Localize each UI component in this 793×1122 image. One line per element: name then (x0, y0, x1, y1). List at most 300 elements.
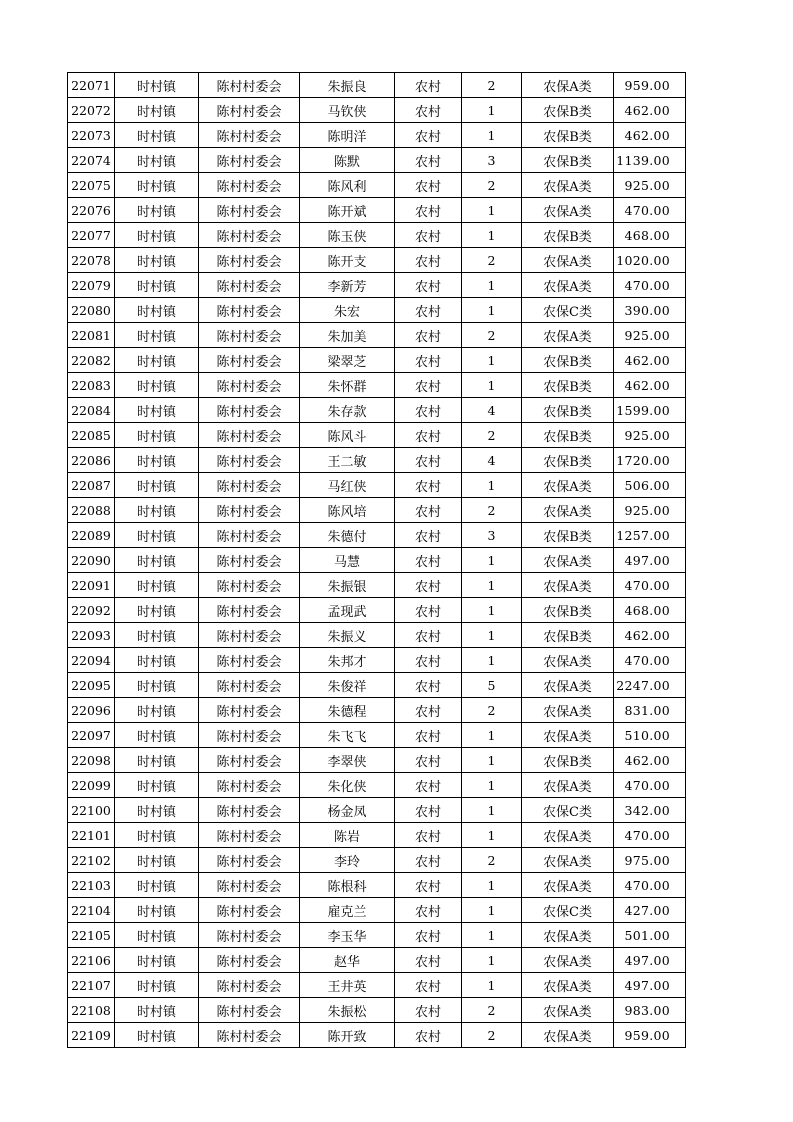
town-cell: 时村镇 (115, 348, 199, 373)
record-id-cell: 22087 (68, 473, 115, 498)
record-id-cell: 22088 (68, 498, 115, 523)
village-committee-cell: 陈村村委会 (199, 298, 300, 323)
record-id-cell: 22094 (68, 648, 115, 673)
insurance-class-cell: 农保A类 (522, 698, 614, 723)
record-id-cell: 22097 (68, 723, 115, 748)
table-row (68, 573, 686, 598)
insurance-class-cell: 农保A类 (522, 923, 614, 948)
name-cell: 朱存款 (300, 398, 395, 423)
record-id-cell: 22104 (68, 898, 115, 923)
household-size-cell: 1 (462, 373, 522, 398)
household-size-cell: 1 (462, 298, 522, 323)
household-type-cell: 农村 (395, 973, 462, 998)
village-committee-cell: 陈村村委会 (199, 673, 300, 698)
name-cell: 陈风利 (300, 173, 395, 198)
village-committee-cell: 陈村村委会 (199, 948, 300, 973)
table-row (68, 423, 686, 448)
insurance-class-cell: 农保B类 (522, 448, 614, 473)
amount-cell: 468.00 (614, 598, 686, 623)
household-type-cell: 农村 (395, 823, 462, 848)
record-id-cell: 22103 (68, 873, 115, 898)
household-type-cell: 农村 (395, 198, 462, 223)
village-committee-cell: 陈村村委会 (199, 448, 300, 473)
village-committee-cell: 陈村村委会 (199, 523, 300, 548)
amount-cell: 468.00 (614, 223, 686, 248)
household-size-cell: 1 (462, 923, 522, 948)
record-id-cell: 22092 (68, 598, 115, 623)
town-cell: 时村镇 (115, 1023, 199, 1048)
amount-cell: 427.00 (614, 898, 686, 923)
record-id-cell: 22085 (68, 423, 115, 448)
town-cell: 时村镇 (115, 773, 199, 798)
town-cell: 时村镇 (115, 298, 199, 323)
name-cell: 梁翠芝 (300, 348, 395, 373)
household-size-cell: 4 (462, 448, 522, 473)
insurance-class-cell: 农保A类 (522, 948, 614, 973)
household-type-cell: 农村 (395, 598, 462, 623)
name-cell: 朱怀群 (300, 373, 395, 398)
name-cell: 陈默 (300, 148, 395, 173)
household-size-cell: 1 (462, 798, 522, 823)
household-size-cell: 1 (462, 123, 522, 148)
table-row (68, 298, 686, 323)
household-size-cell: 3 (462, 523, 522, 548)
household-size-cell: 3 (462, 148, 522, 173)
household-type-cell: 农村 (395, 348, 462, 373)
household-size-cell: 1 (462, 723, 522, 748)
amount-cell: 470.00 (614, 773, 686, 798)
name-cell: 李新芳 (300, 273, 395, 298)
name-cell: 陈岩 (300, 823, 395, 848)
household-size-cell: 2 (462, 998, 522, 1023)
name-cell: 朱德付 (300, 523, 395, 548)
town-cell: 时村镇 (115, 248, 199, 273)
record-id-cell: 22098 (68, 748, 115, 773)
amount-cell: 2247.00 (614, 673, 686, 698)
household-size-cell: 1 (462, 473, 522, 498)
village-committee-cell: 陈村村委会 (199, 548, 300, 573)
record-id-cell: 22074 (68, 148, 115, 173)
insurance-class-cell: 农保A类 (522, 648, 614, 673)
household-type-cell: 农村 (395, 898, 462, 923)
amount-cell: 925.00 (614, 173, 686, 198)
name-cell: 陈玉侠 (300, 223, 395, 248)
town-cell: 时村镇 (115, 198, 199, 223)
amount-cell: 506.00 (614, 473, 686, 498)
table-row (68, 523, 686, 548)
household-type-cell: 农村 (395, 623, 462, 648)
insurance-class-cell: 农保C类 (522, 898, 614, 923)
insurance-class-cell: 农保B类 (522, 373, 614, 398)
table-row (68, 148, 686, 173)
record-id-cell: 22084 (68, 398, 115, 423)
name-cell: 朱振良 (300, 73, 395, 98)
village-committee-cell: 陈村村委会 (199, 123, 300, 148)
household-size-cell: 2 (462, 248, 522, 273)
amount-cell: 925.00 (614, 423, 686, 448)
table-row (68, 923, 686, 948)
amount-cell: 470.00 (614, 573, 686, 598)
household-size-cell: 1 (462, 823, 522, 848)
household-size-cell: 1 (462, 948, 522, 973)
household-type-cell: 农村 (395, 148, 462, 173)
amount-cell: 470.00 (614, 273, 686, 298)
insurance-class-cell: 农保A类 (522, 198, 614, 223)
town-cell: 时村镇 (115, 473, 199, 498)
amount-cell: 1139.00 (614, 148, 686, 173)
record-id-cell: 22109 (68, 1023, 115, 1048)
town-cell: 时村镇 (115, 373, 199, 398)
record-id-cell: 22102 (68, 848, 115, 873)
village-committee-cell: 陈村村委会 (199, 573, 300, 598)
village-committee-cell: 陈村村委会 (199, 323, 300, 348)
record-id-cell: 22107 (68, 973, 115, 998)
town-cell: 时村镇 (115, 998, 199, 1023)
village-committee-cell: 陈村村委会 (199, 923, 300, 948)
amount-cell: 470.00 (614, 648, 686, 673)
town-cell: 时村镇 (115, 173, 199, 198)
insurance-class-cell: 农保A类 (522, 73, 614, 98)
table-row (68, 248, 686, 273)
household-size-cell: 1 (462, 198, 522, 223)
name-cell: 陈风培 (300, 498, 395, 523)
village-committee-cell: 陈村村委会 (199, 973, 300, 998)
insurance-class-cell: 农保A类 (522, 323, 614, 348)
insurance-class-cell: 农保A类 (522, 773, 614, 798)
table-row (68, 323, 686, 348)
table-row (68, 723, 686, 748)
amount-cell: 975.00 (614, 848, 686, 873)
name-cell: 赵华 (300, 948, 395, 973)
household-size-cell: 1 (462, 748, 522, 773)
household-size-cell: 1 (462, 598, 522, 623)
insurance-class-cell: 农保A类 (522, 273, 614, 298)
town-cell: 时村镇 (115, 848, 199, 873)
town-cell: 时村镇 (115, 648, 199, 673)
town-cell: 时村镇 (115, 73, 199, 98)
record-id-cell: 22096 (68, 698, 115, 723)
household-type-cell: 农村 (395, 673, 462, 698)
insurance-class-cell: 农保A类 (522, 673, 614, 698)
household-size-cell: 5 (462, 673, 522, 698)
name-cell: 朱德程 (300, 698, 395, 723)
town-cell: 时村镇 (115, 223, 199, 248)
village-committee-cell: 陈村村委会 (199, 148, 300, 173)
household-size-cell: 1 (462, 273, 522, 298)
household-type-cell: 农村 (395, 323, 462, 348)
amount-cell: 1257.00 (614, 523, 686, 548)
insurance-class-cell: 农保B类 (522, 598, 614, 623)
household-size-cell: 1 (462, 223, 522, 248)
table-row (68, 223, 686, 248)
household-size-cell: 2 (462, 1023, 522, 1048)
household-type-cell: 农村 (395, 1023, 462, 1048)
household-size-cell: 1 (462, 98, 522, 123)
table-row (68, 848, 686, 873)
town-cell: 时村镇 (115, 948, 199, 973)
record-id-cell: 22093 (68, 623, 115, 648)
amount-cell: 342.00 (614, 798, 686, 823)
village-committee-cell: 陈村村委会 (199, 798, 300, 823)
household-type-cell: 农村 (395, 873, 462, 898)
household-size-cell: 1 (462, 348, 522, 373)
amount-cell: 959.00 (614, 73, 686, 98)
table-row (68, 698, 686, 723)
insurance-class-cell: 农保A类 (522, 173, 614, 198)
town-cell: 时村镇 (115, 548, 199, 573)
household-size-cell: 2 (462, 423, 522, 448)
table-row (68, 673, 686, 698)
village-committee-cell: 陈村村委会 (199, 273, 300, 298)
name-cell: 李玲 (300, 848, 395, 873)
village-committee-cell: 陈村村委会 (199, 198, 300, 223)
household-size-cell: 2 (462, 698, 522, 723)
record-id-cell: 22089 (68, 523, 115, 548)
table-row (68, 948, 686, 973)
household-type-cell: 农村 (395, 573, 462, 598)
amount-cell: 831.00 (614, 698, 686, 723)
record-id-cell: 22071 (68, 73, 115, 98)
name-cell: 雇克兰 (300, 898, 395, 923)
amount-cell: 959.00 (614, 1023, 686, 1048)
amount-cell: 925.00 (614, 323, 686, 348)
village-committee-cell: 陈村村委会 (199, 848, 300, 873)
household-type-cell: 农村 (395, 273, 462, 298)
name-cell: 朱邦才 (300, 648, 395, 673)
amount-cell: 497.00 (614, 948, 686, 973)
town-cell: 时村镇 (115, 798, 199, 823)
table-row (68, 823, 686, 848)
table-row (68, 1023, 686, 1048)
town-cell: 时村镇 (115, 323, 199, 348)
village-committee-cell: 陈村村委会 (199, 598, 300, 623)
amount-cell: 470.00 (614, 873, 686, 898)
town-cell: 时村镇 (115, 923, 199, 948)
table-row (68, 898, 686, 923)
village-committee-cell: 陈村村委会 (199, 498, 300, 523)
village-committee-cell: 陈村村委会 (199, 373, 300, 398)
village-committee-cell: 陈村村委会 (199, 898, 300, 923)
table-row (68, 598, 686, 623)
record-id-cell: 22079 (68, 273, 115, 298)
record-id-cell: 22086 (68, 448, 115, 473)
household-size-cell: 4 (462, 398, 522, 423)
insurance-class-cell: 农保B类 (522, 748, 614, 773)
household-type-cell: 农村 (395, 648, 462, 673)
household-type-cell: 农村 (395, 373, 462, 398)
insurance-class-cell: 农保B类 (522, 223, 614, 248)
village-committee-cell: 陈村村委会 (199, 223, 300, 248)
record-id-cell: 22099 (68, 773, 115, 798)
record-id-cell: 22080 (68, 298, 115, 323)
record-id-cell: 22082 (68, 348, 115, 373)
household-size-cell: 2 (462, 498, 522, 523)
household-type-cell: 农村 (395, 473, 462, 498)
household-type-cell: 农村 (395, 173, 462, 198)
name-cell: 朱振松 (300, 998, 395, 1023)
village-committee-cell: 陈村村委会 (199, 723, 300, 748)
village-committee-cell: 陈村村委会 (199, 998, 300, 1023)
village-committee-cell: 陈村村委会 (199, 873, 300, 898)
name-cell: 朱飞飞 (300, 723, 395, 748)
town-cell: 时村镇 (115, 598, 199, 623)
village-committee-cell: 陈村村委会 (199, 698, 300, 723)
record-id-cell: 22073 (68, 123, 115, 148)
amount-cell: 1720.00 (614, 448, 686, 473)
table-row (68, 973, 686, 998)
village-committee-cell: 陈村村委会 (199, 748, 300, 773)
household-size-cell: 1 (462, 623, 522, 648)
table-row (68, 173, 686, 198)
name-cell: 陈风斗 (300, 423, 395, 448)
household-type-cell: 农村 (395, 298, 462, 323)
amount-cell: 497.00 (614, 973, 686, 998)
town-cell: 时村镇 (115, 523, 199, 548)
insurance-class-cell: 农保A类 (522, 548, 614, 573)
village-committee-cell: 陈村村委会 (199, 173, 300, 198)
household-type-cell: 农村 (395, 123, 462, 148)
town-cell: 时村镇 (115, 873, 199, 898)
household-type-cell: 农村 (395, 423, 462, 448)
name-cell: 朱宏 (300, 298, 395, 323)
household-type-cell: 农村 (395, 923, 462, 948)
town-cell: 时村镇 (115, 673, 199, 698)
name-cell: 朱俊祥 (300, 673, 395, 698)
record-id-cell: 22095 (68, 673, 115, 698)
table-row (68, 73, 686, 98)
insurance-class-cell: 农保A类 (522, 973, 614, 998)
insurance-class-cell: 农保C类 (522, 798, 614, 823)
household-type-cell: 农村 (395, 948, 462, 973)
insurance-class-cell: 农保B类 (522, 98, 614, 123)
amount-cell: 462.00 (614, 748, 686, 773)
village-committee-cell: 陈村村委会 (199, 623, 300, 648)
household-type-cell: 农村 (395, 223, 462, 248)
town-cell: 时村镇 (115, 698, 199, 723)
table-row (68, 448, 686, 473)
name-cell: 朱加美 (300, 323, 395, 348)
insurance-class-cell: 农保B类 (522, 148, 614, 173)
insurance-class-cell: 农保A类 (522, 873, 614, 898)
name-cell: 陈开致 (300, 1023, 395, 1048)
household-size-cell: 2 (462, 73, 522, 98)
household-type-cell: 农村 (395, 698, 462, 723)
name-cell: 王井英 (300, 973, 395, 998)
amount-cell: 462.00 (614, 123, 686, 148)
table-row (68, 773, 686, 798)
town-cell: 时村镇 (115, 423, 199, 448)
insurance-class-cell: 农保A类 (522, 848, 614, 873)
village-committee-cell: 陈村村委会 (199, 473, 300, 498)
household-type-cell: 农村 (395, 248, 462, 273)
town-cell: 时村镇 (115, 98, 199, 123)
village-committee-cell: 陈村村委会 (199, 423, 300, 448)
household-size-cell: 1 (462, 973, 522, 998)
amount-cell: 510.00 (614, 723, 686, 748)
village-committee-cell: 陈村村委会 (199, 1023, 300, 1048)
record-id-cell: 22075 (68, 173, 115, 198)
name-cell: 陈根科 (300, 873, 395, 898)
town-cell: 时村镇 (115, 823, 199, 848)
household-size-cell: 1 (462, 648, 522, 673)
record-id-cell: 22072 (68, 98, 115, 123)
amount-cell: 462.00 (614, 98, 686, 123)
record-id-cell: 22108 (68, 998, 115, 1023)
town-cell: 时村镇 (115, 273, 199, 298)
table-row (68, 348, 686, 373)
town-cell: 时村镇 (115, 123, 199, 148)
table-row (68, 498, 686, 523)
village-committee-cell: 陈村村委会 (199, 98, 300, 123)
insurance-class-cell: 农保B类 (522, 623, 614, 648)
amount-cell: 462.00 (614, 623, 686, 648)
record-id-cell: 22083 (68, 373, 115, 398)
amount-cell: 470.00 (614, 823, 686, 848)
record-id-cell: 22090 (68, 548, 115, 573)
amount-cell: 470.00 (614, 198, 686, 223)
household-type-cell: 农村 (395, 448, 462, 473)
insurance-class-cell: 农保A类 (522, 473, 614, 498)
household-type-cell: 农村 (395, 773, 462, 798)
name-cell: 马钦侠 (300, 98, 395, 123)
name-cell: 陈明洋 (300, 123, 395, 148)
town-cell: 时村镇 (115, 573, 199, 598)
household-type-cell: 农村 (395, 798, 462, 823)
town-cell: 时村镇 (115, 623, 199, 648)
record-id-cell: 22091 (68, 573, 115, 598)
amount-cell: 1599.00 (614, 398, 686, 423)
name-cell: 陈开斌 (300, 198, 395, 223)
village-committee-cell: 陈村村委会 (199, 773, 300, 798)
household-type-cell: 农村 (395, 748, 462, 773)
amount-cell: 501.00 (614, 923, 686, 948)
record-id-cell: 22076 (68, 198, 115, 223)
town-cell: 时村镇 (115, 148, 199, 173)
table-row (68, 373, 686, 398)
insurance-class-cell: 农保A类 (522, 723, 614, 748)
name-cell: 王二敏 (300, 448, 395, 473)
name-cell: 朱振银 (300, 573, 395, 598)
amount-cell: 390.00 (614, 298, 686, 323)
town-cell: 时村镇 (115, 898, 199, 923)
name-cell: 孟现武 (300, 598, 395, 623)
record-id-cell: 22105 (68, 923, 115, 948)
village-committee-cell: 陈村村委会 (199, 398, 300, 423)
insurance-class-cell: 农保B类 (522, 423, 614, 448)
household-type-cell: 农村 (395, 523, 462, 548)
household-type-cell: 农村 (395, 548, 462, 573)
town-cell: 时村镇 (115, 973, 199, 998)
insurance-class-cell: 农保B类 (522, 123, 614, 148)
insurance-class-cell: 农保A类 (522, 248, 614, 273)
table-row (68, 548, 686, 573)
household-size-cell: 2 (462, 323, 522, 348)
name-cell: 马慧 (300, 548, 395, 573)
household-type-cell: 农村 (395, 98, 462, 123)
table-row (68, 998, 686, 1023)
village-committee-cell: 陈村村委会 (199, 823, 300, 848)
record-id-cell: 22077 (68, 223, 115, 248)
household-size-cell: 1 (462, 548, 522, 573)
town-cell: 时村镇 (115, 748, 199, 773)
record-id-cell: 22101 (68, 823, 115, 848)
insurance-class-cell: 农保B类 (522, 398, 614, 423)
household-size-cell: 1 (462, 898, 522, 923)
table-row (68, 473, 686, 498)
table-row (68, 398, 686, 423)
village-committee-cell: 陈村村委会 (199, 248, 300, 273)
village-committee-cell: 陈村村委会 (199, 348, 300, 373)
